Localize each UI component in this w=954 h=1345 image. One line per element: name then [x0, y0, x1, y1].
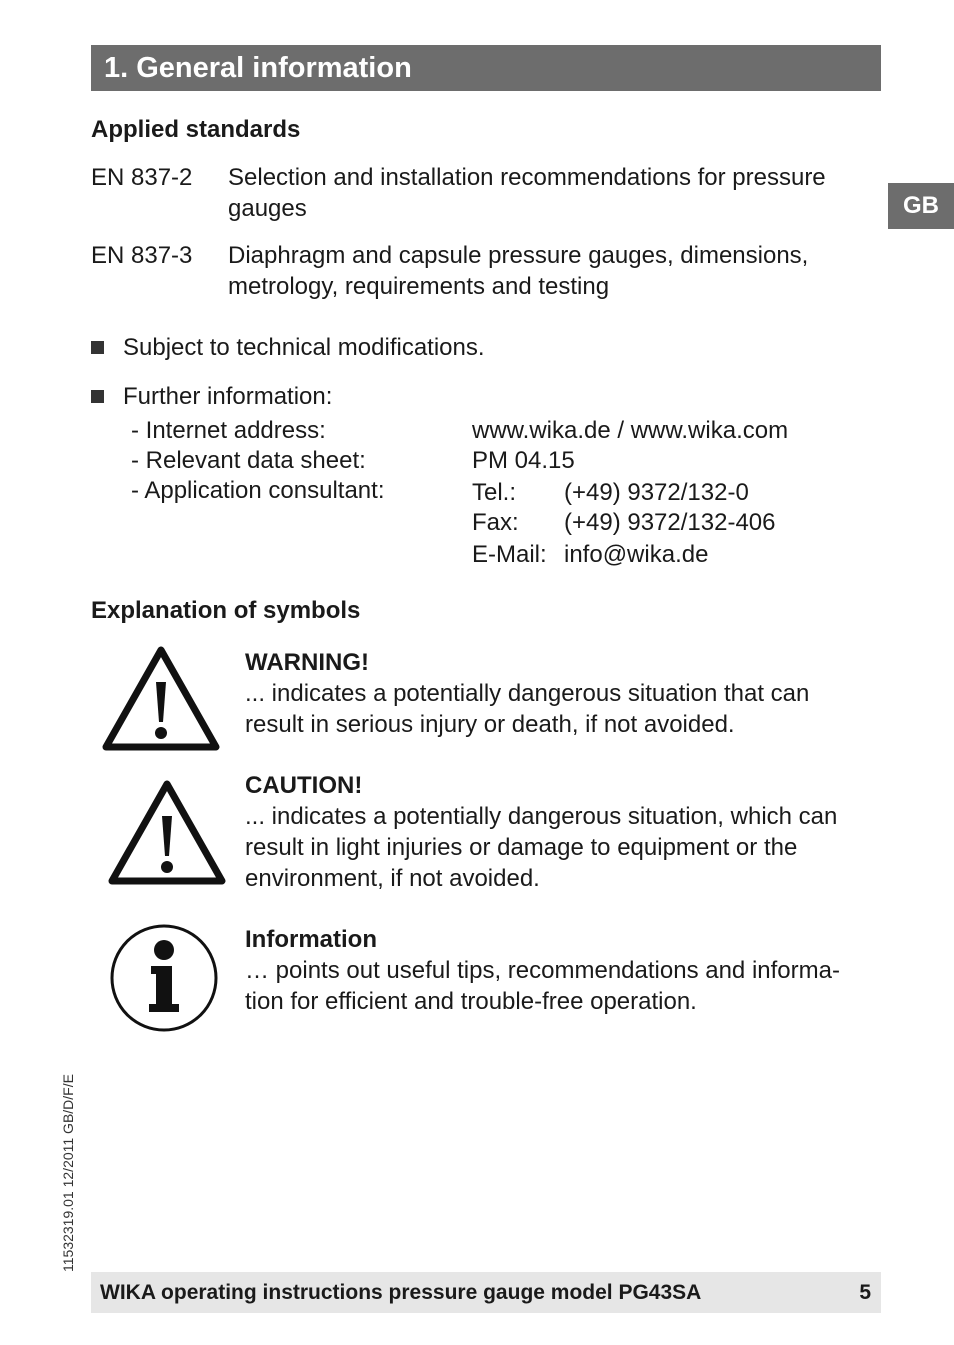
caution-text-line: result in light injuries or damage to equipment or the: [245, 834, 798, 861]
caution-explanation: [245, 770, 885, 894]
standard-description: [228, 240, 881, 302]
bullet-further-info: [91, 381, 332, 412]
fax-label: Fax:: [472, 509, 519, 536]
square-bullet-icon: [91, 390, 104, 403]
bullet-text: Subject to technical modifications.: [123, 334, 485, 361]
datasheet-label: - Relevant data sheet:: [131, 447, 366, 474]
email-label: E-Mail:: [472, 541, 547, 568]
information-explanation: [245, 924, 885, 1017]
standard-row: [91, 162, 881, 224]
standard-code: EN 837-2: [91, 164, 193, 191]
footer-title: WIKA operating instructions pressure gauge model PG43SA: [100, 1280, 702, 1304]
warning-title: WARNING!: [245, 649, 369, 676]
applied-standards-heading: Applied standards: [91, 116, 301, 143]
information-text-line: … points out useful tips, recommendations and informa-: [245, 957, 840, 984]
tel-value: (+49) 9372/132-0: [564, 479, 749, 506]
fax-value: (+49) 9372/132-406: [564, 509, 776, 536]
page-number: 5: [859, 1280, 871, 1304]
information-title: Information: [245, 926, 377, 953]
symbols-heading: Explanation of symbols: [91, 597, 361, 624]
document-code: 11532319.01 12/2011 GB/D/F/E: [60, 1074, 76, 1272]
internet-label: - Internet address:: [131, 417, 326, 444]
language-tab: GB: [888, 183, 954, 229]
section-title: 1. General information: [104, 52, 412, 84]
warning-explanation: [245, 647, 885, 740]
caution-triangle-icon: [106, 778, 228, 888]
warning-text-line: ... indicates a potentially dangerous situation that can: [245, 680, 810, 707]
information-text-line: tion for efficient and trouble-free operation.: [245, 988, 697, 1015]
caution-text-line: ... indicates a potentially dangerous situation, which can: [245, 803, 838, 830]
warning-text-line: result in serious injury or death, if not avoided.: [245, 711, 735, 738]
datasheet-value: PM 04.15: [472, 447, 575, 474]
page-footer: [91, 1272, 881, 1313]
warning-triangle-icon: [100, 644, 222, 754]
standard-description-line: Diaphragm and capsule pressure gauges, dimensions,: [228, 242, 809, 269]
caution-text-line: environment, if not avoided.: [245, 865, 540, 892]
bullet-modifications: [91, 332, 485, 363]
square-bullet-icon: [91, 341, 104, 354]
standard-description-line: metrology, requirements and testing: [228, 273, 610, 300]
email-value: info@wika.de: [564, 541, 709, 568]
information-icon: [108, 922, 220, 1034]
standard-row: [91, 240, 881, 302]
internet-value: www.wika.de / www.wika.com: [472, 417, 789, 444]
tel-label: Tel.:: [472, 479, 517, 506]
standard-description: [228, 162, 881, 224]
standard-description-line: Selection and installation recommendations for pressure: [228, 164, 826, 191]
consultant-label: - Application consultant:: [131, 477, 385, 504]
caution-title: CAUTION!: [245, 772, 363, 799]
standard-description-line: gauges: [228, 195, 307, 222]
bullet-text: Further information:: [123, 383, 333, 410]
section-header: [91, 45, 881, 91]
standard-code: EN 837-3: [91, 242, 193, 269]
